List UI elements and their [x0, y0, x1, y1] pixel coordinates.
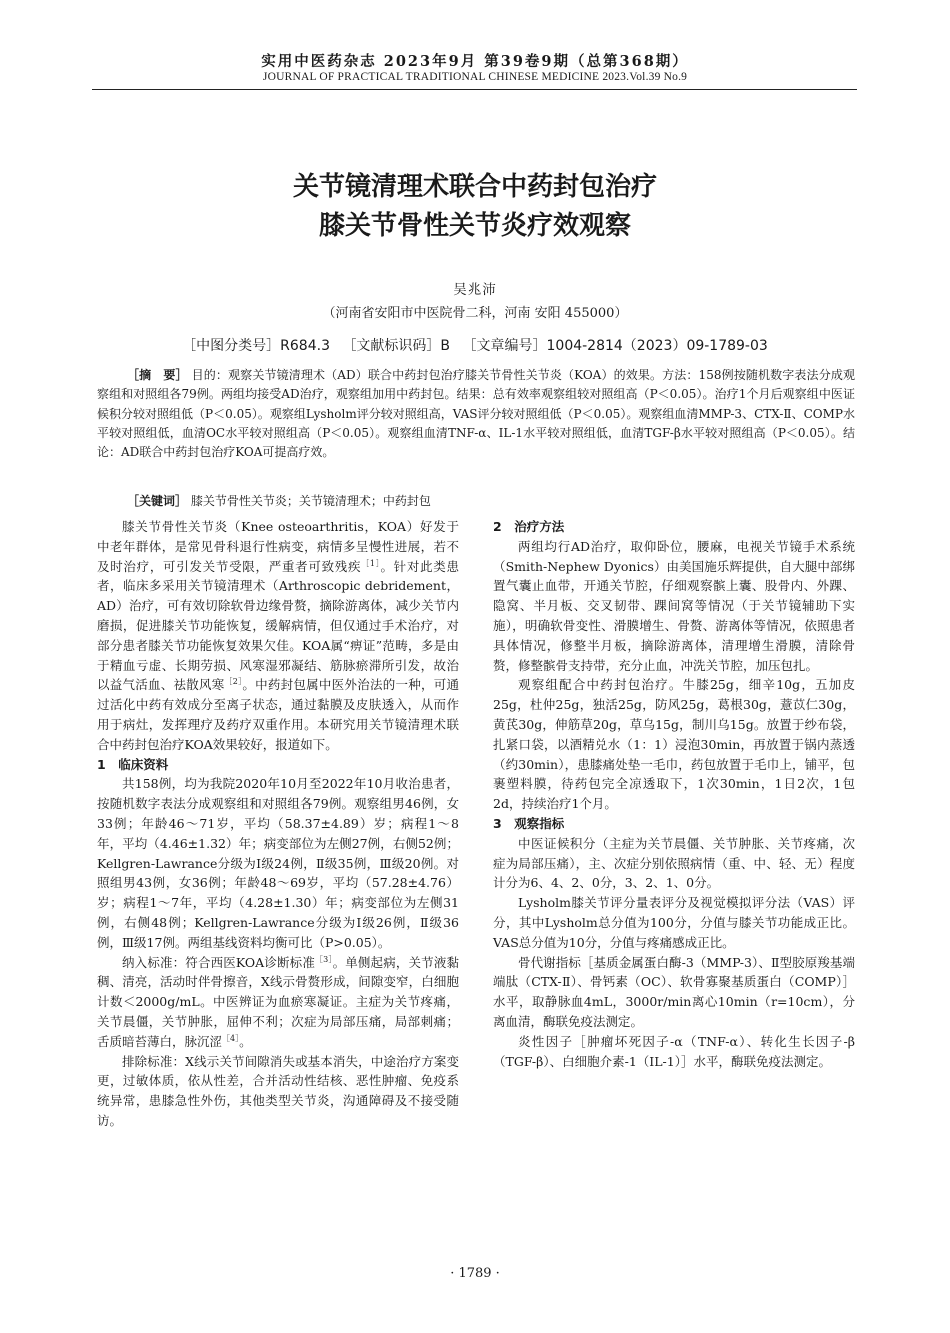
title-line-1: 关节镜清理术联合中药封包治疗 — [292, 172, 657, 202]
affiliation: （河南省安阳市中医院骨二科，河南 安阳 455000） — [322, 306, 628, 321]
clc-code: ［中图分类号］R684.3 — [182, 338, 330, 354]
indicator-paragraph-2: Lysholm膝关节评分量表评分及视觉模拟评分法（VAS）评分，其中Lysholm总分值为100分，分值与膝关节功能成正比。VAS总分值为10分，分值与疼痛感成正比。 — [493, 895, 855, 950]
header-divider — [92, 89, 857, 90]
author: 吴兆沛 — [453, 282, 497, 298]
intro-paragraph: 膝关节骨性关节炎（Knee osteoarthritis，KOA）好发于中老年群体，是常见骨科退行性病变，病情多呈慢性进展，若不及时治疗，可引发关节受限，严重者可致残疾$^{[1]}$。针对此类患者，临床多采用关节镜清理术（Arthroscopic debridement，AD）治疗，可有效切除软骨边缘骨赘，摘除游离体，减少关节内磨损，促进膝关节功能恢复，缓解病情，但仅通过手术治疗，对部分患者膝关节功能恢复效果欠佳。KOA属“痹证”范畴，多是由于精血亏虚、长期劳损、风寒湿邪凝结、筋脉瘀滞所引发，故治以益气活血、祛散风寒$^{[2]}$。中药封包属中医外治法的一种，可通过活化中药有效成分至离子状态，通过黏膜及皮肤透入，从而作用于病灶，发挥理疗及药疗双重作用。本研究用关节镜清理术联合中药封包治疗KOA效果较好，报道如下。 — [97, 519, 459, 752]
keywords-text: 膝关节骨性关节炎；关节镜清理术；中药封包 — [190, 494, 431, 508]
citation: ［4］ — [222, 1033, 240, 1043]
section-heading-indicators: 3 观察指标 — [493, 815, 565, 831]
keywords-label: ［关键词］ — [127, 494, 188, 508]
citation: ［2］ — [224, 677, 243, 687]
treatment-paragraph-1: 两组均行AD治疗，取仰卧位，腰麻，电视关节镜手术系统（Smith-Nephew Dyonics）由美国施乐辉提供，自大腿中部绑置气囊止血带，开通关节腔，仔细观察髌上囊、股骨内、外踝、隐窝、半月板、交叉韧带、踝间窝等情况（于关节镜辅助下实施），明确软骨变性、滑膜增生、骨赘、游离体等情况，依照患者具体情况，修整半月板，摘除游离体，清理增生滑膜，清除骨赘，修整髌骨支持带，充分止血，冲洗关节腔，加压包扎。 — [493, 538, 855, 673]
journal-header-cn: 实用中医药杂志 2023年9月 第39卷9期（总第368期） — [261, 53, 689, 70]
indicator-paragraph-4: 炎性因子［肿瘤坏死因子-α（TNF-α）、转化生长因子-β（TGF-β）、白细胞介素-1（IL-1）］水平，酶联免疫法测定。 — [493, 1033, 855, 1069]
citation: ［3］ — [315, 954, 333, 964]
keywords — [97, 492, 855, 511]
abstract — [97, 366, 855, 462]
classification-codes — [0, 335, 950, 355]
article-title — [0, 168, 950, 246]
doc-code: ［文献标识码］B — [342, 338, 451, 354]
abstract-text: 目的：观察关节镜清理术（AD）联合中药封包治疗膝关节骨性关节炎（KOA）的效果。方法：158例按随机数字表法分成观察组和对照组各79例。两组均接受AD治疗，观察组加用中药封包。结果：总有效率观察组较对照组高（P＜0.05）。治疗1个月后观察组中医证候积分较对照组低（P＜0.05）。观察组Lysholm评分较对照组高，VAS评分较对照组低（P＜0.05）。观察组血清MMP-3、CTX-Ⅱ、COMP水平较对照组低，血清OC水平较对照组高（P＜0.05）。观察组血清TNF-α、IL-1水平较对照组低，血清TGF-β水平较对照组高（P＜0.05）。结论：AD联合中药封包治疗KOA可提高疗效。 — [97, 368, 855, 460]
article-code: ［文章编号］1004-2814（2023）09-1789-03 — [462, 338, 768, 354]
indicator-paragraph-3: 骨代谢指标［基质金属蛋白酶-3（MMP-3）、Ⅱ型胶原羧基端端肽（CTX-Ⅱ）、骨钙素（OC）、软骨寡聚基质蛋白（COMP）］水平，取静脉血4mL，3000r/min离心10min（r=10cm），分离血清，酶联免疫法测定。 — [493, 954, 855, 1029]
abstract-label: ［摘 要］ — [127, 368, 188, 382]
clinical-data-paragraph: 共158例，均为我院2020年10月至2022年10月收治患者，按随机数字表法分成观察组和对照组各79例。观察组男46例，女33例；年龄46～71岁，平均（58.37±4.89）岁；病程1～8年，平均（4.46±1.32）年；病变部位为左侧27例，右侧52例；Kellgren-Lawrance分级为Ⅰ级24例，Ⅱ级35例，Ⅲ级20例。对照组男43例，女36例；年龄48～69岁，平均（57.28±4.76）岁；病程1～7年，平均（4.28±1.30）年；病变部位为左侧31例，右侧48例；Kellgren-Lawrance分级为Ⅰ级26例，Ⅱ级36例，Ⅲ级17例。两组基线资料均衡可比（P>0.05）。 — [97, 776, 459, 950]
citation: ［1］ — [361, 558, 381, 568]
title-line-2: 膝关节骨性关节炎疗效观察 — [318, 211, 631, 241]
journal-header-en: JOURNAL OF PRACTICAL TRADITIONAL CHINESE MEDICINE 2023.Vol.39 No.9 — [262, 71, 688, 83]
treatment-paragraph-2: 观察组配合中药封包治疗。牛膝25g，细辛10g，五加皮25g，杜仲25g，独活25g，防风25g，葛根30g，薏苡仁30g，黄芪30g，伸筋草20g，草乌15g，制川乌15g。放置于纱布袋，扎紧口袋，以酒精兑水（1：1）浸泡30min，再放置于锅内蒸透（约30min），患膝痛处垫一毛巾，药包放置于毛巾上，铺平，包裹塑料膜，待药包完全凉透取下，1次30min，1日2次，1包2d，持续治疗1个月。 — [493, 677, 855, 812]
section-heading-clinical-data: 1 临床资料 — [97, 756, 169, 772]
exclusion-criteria-paragraph: 排除标准：X线示关节间隙消失或基本消失，中途治疗方案变更，过敏体质，依从性差，合并活动性结核、恶性肿瘤、免疫系统异常，患膝急性外伤，其他类型关节炎，沟通障碍及不接受随访。 — [97, 1053, 459, 1128]
section-heading-treatment: 2 治疗方法 — [493, 519, 565, 534]
inclusion-criteria-paragraph: 纳入标准：符合西医KOA诊断标准$^{[3]}$。单侧起病，关节液黏稠、清亮，活动时伴骨擦音，X线示骨赘形成，间隙变窄，白细胞计数＜2000g/mL。中医辨证为血瘀寒凝证。主症为关节疼痛，关节晨僵，关节肿胀，屈伸不利；次症为局部压痛，局部刺痛；舌质暗苔薄白，脉沉涩$^{[4]}$。 — [97, 954, 460, 1049]
indicator-paragraph-1: 中医证候积分（主症为关节晨僵、关节肿胀、关节疼痛，次症为局部压痛），主、次症分别依照病情（重、中、轻、无）程度计分为6、4、2、0分，3、2、1、0分。 — [493, 835, 855, 891]
left-column — [97, 517, 459, 1131]
right-column — [493, 517, 855, 1071]
page-number: · 1789 · — [450, 1266, 500, 1281]
